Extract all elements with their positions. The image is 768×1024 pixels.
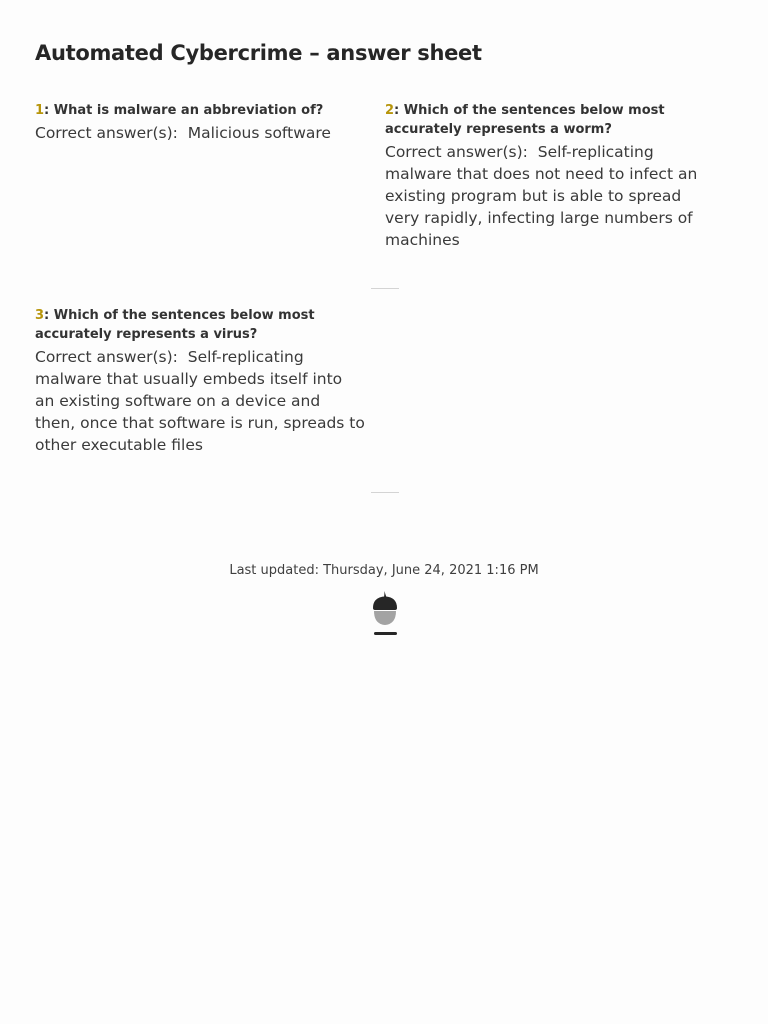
answer-label: Correct answer(s): bbox=[385, 143, 528, 161]
answer bbox=[35, 346, 365, 456]
acorn-icon bbox=[369, 590, 401, 638]
section-divider bbox=[371, 492, 399, 493]
answer-text: Self-replicating malware that usually embeds itself into an existing software on a device and then, once that software is run, spreads to other executable files bbox=[35, 348, 365, 454]
question-text: Which of the sentences below most accurately represents a virus? bbox=[35, 308, 315, 342]
answer bbox=[35, 122, 365, 144]
last-updated: Last updated: Thursday, June 24, 2021 1:16 PM bbox=[229, 563, 539, 578]
question-heading: 3: Which of the sentences below most accurately represents a virus? bbox=[35, 308, 315, 342]
page-title: Automated Cybercrime – answer sheet bbox=[35, 41, 482, 65]
question-number: 3 bbox=[35, 308, 45, 323]
question-1 bbox=[35, 101, 365, 144]
question-2 bbox=[385, 101, 715, 251]
question-number: 1 bbox=[35, 103, 45, 118]
section-divider bbox=[371, 288, 399, 289]
question-3 bbox=[35, 306, 365, 456]
question-text: What is malware an abbreviation of? bbox=[53, 103, 324, 118]
answer-text: Self-replicating malware that does not need to infect an existing program but is able to spread very rapidly, infecting large numbers of machines bbox=[385, 143, 698, 249]
question-heading: 1: What is malware an abbreviation of? bbox=[35, 103, 324, 118]
answer-text: Malicious software bbox=[187, 124, 331, 142]
answer bbox=[385, 141, 715, 251]
answer-label: Correct answer(s): bbox=[35, 124, 178, 142]
question-heading: 2: Which of the sentences below most accurately represents a worm? bbox=[385, 103, 665, 137]
question-text: Which of the sentences below most accurately represents a worm? bbox=[385, 103, 665, 137]
answer-label: Correct answer(s): bbox=[35, 348, 178, 366]
question-number: 2 bbox=[385, 103, 395, 118]
